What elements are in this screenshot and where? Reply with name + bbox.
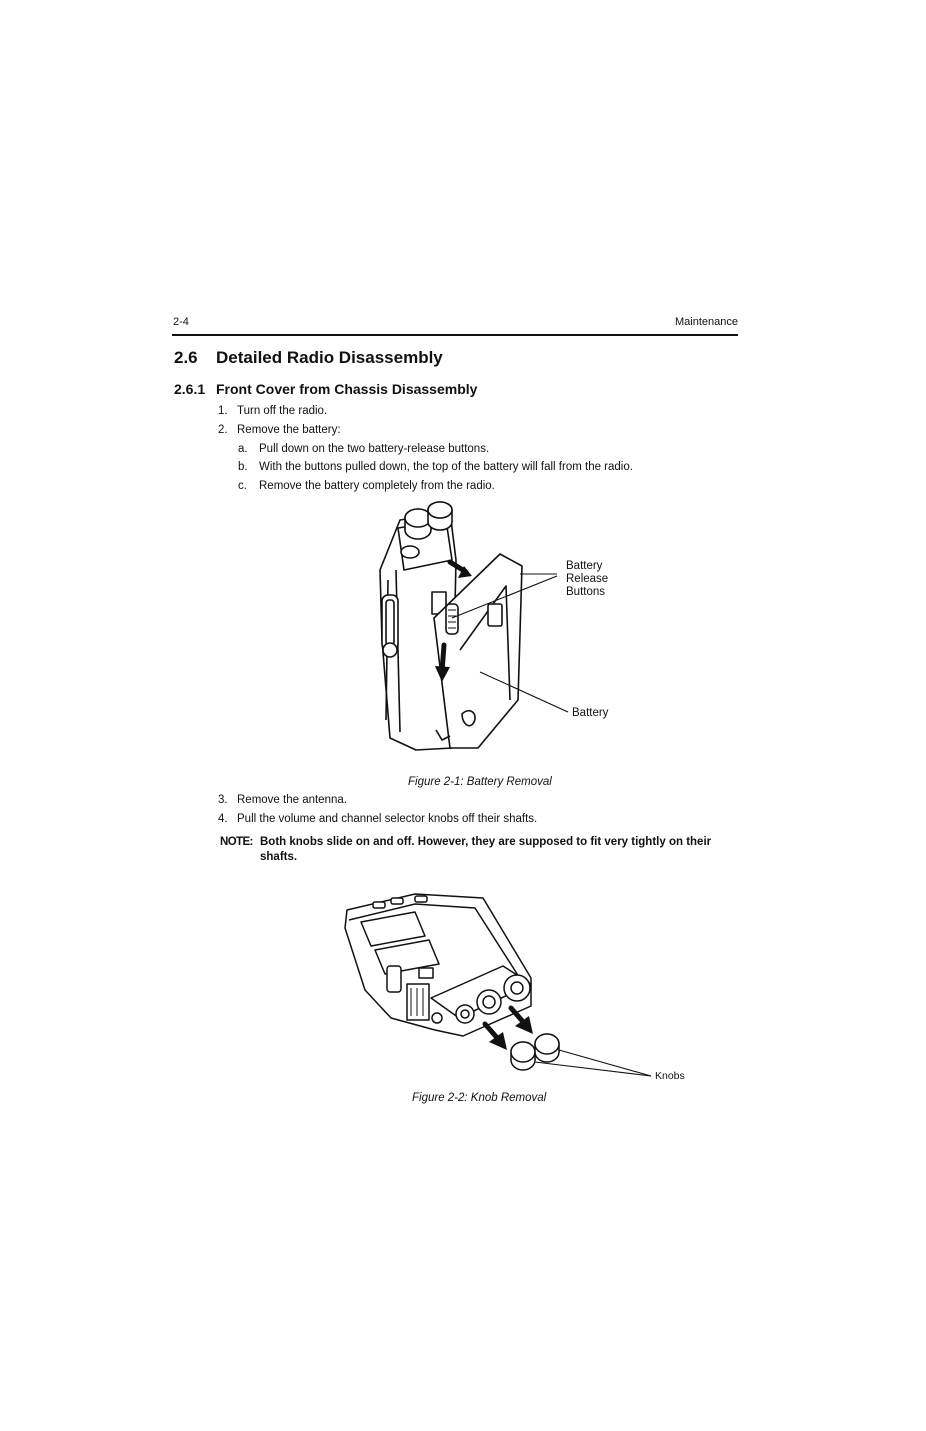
step-number: 1. [218,405,228,417]
callout-line: Battery [566,560,603,572]
section-title: Detailed Radio Disassembly [216,348,443,367]
substep-text: Pull down on the two battery-release buttons. [259,443,490,455]
step-number: 2. [218,424,228,436]
substep-letter: b. [238,461,248,473]
list-item [238,480,738,496]
list-item [218,424,738,440]
list-item [238,443,738,459]
section-number: 2.6 [174,348,198,367]
step-number: 4. [218,813,228,825]
callout-battery-release-buttons [566,560,608,599]
figure-caption: Figure 2-1: Battery Removal [408,776,552,788]
step-text: Remove the battery: [237,424,341,436]
subsection-number: 2.6.1 [174,381,206,397]
note-text: Both knobs slide on and off. However, they are supposed to fit very tightly on their shafts. [260,836,712,863]
header-rule [172,334,738,336]
list-item [218,813,738,829]
step-number: 3. [218,794,228,806]
note-label: NOTE: [220,836,253,848]
list-item [218,794,738,810]
step-text: Turn off the radio. [237,405,328,417]
callout-knobs: Knobs [655,1070,685,1082]
step-text: Remove the antenna. [237,794,347,806]
list-item [218,405,738,421]
chapter-title: Maintenance [675,316,738,328]
callout-line: Buttons [566,586,605,598]
substep-letter: a. [238,443,248,455]
substep-letter: c. [238,480,247,492]
page-number: 2-4 [173,316,189,328]
battery-removal-illustration [360,500,630,765]
substep-text: Remove the battery completely from the radio. [259,480,495,492]
subsection-title: Front Cover from Chassis Disassembly [216,381,478,397]
step-text: Pull the volume and channel selector knobs off their shafts. [237,813,538,825]
substep-text: With the buttons pulled down, the top of the battery will fall from the radio. [259,461,633,473]
figure-caption: Figure 2-2: Knob Removal [412,1092,547,1104]
list-item [238,461,738,477]
callout-line: Release [566,573,609,585]
callout-battery: Battery [572,707,609,719]
knob-removal-illustration [335,880,695,1085]
